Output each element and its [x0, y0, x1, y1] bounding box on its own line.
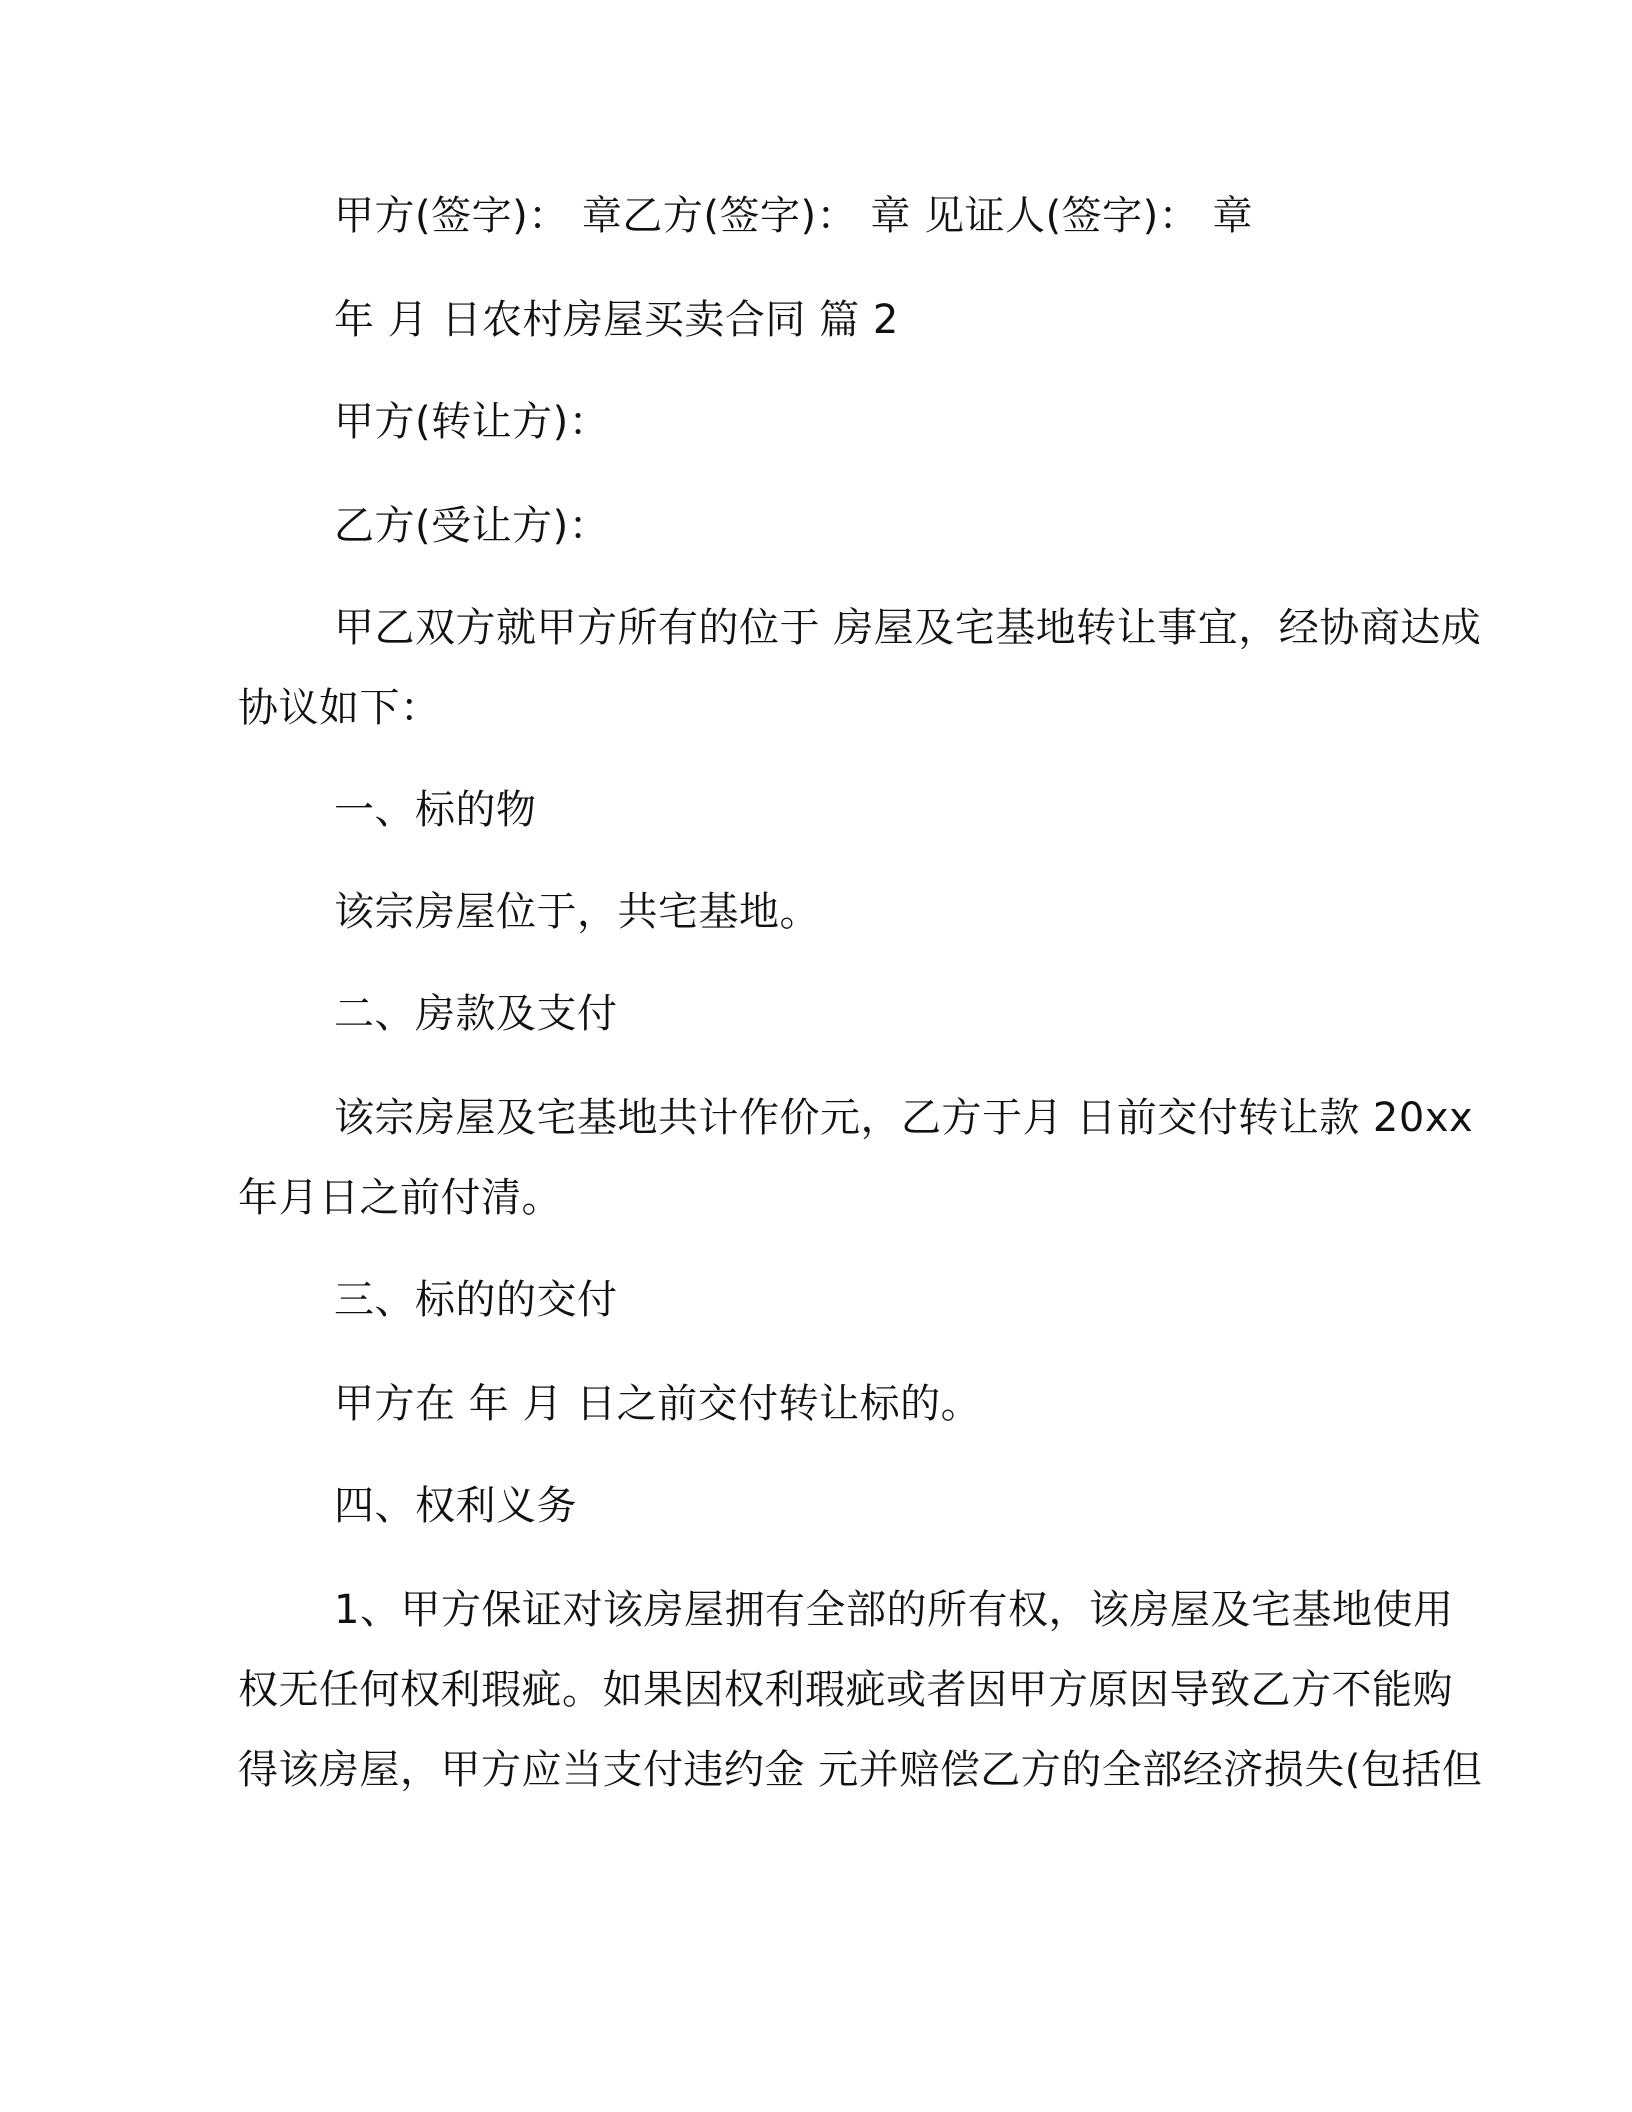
section-text: 该宗房屋位于，共宅基地。 [334, 889, 820, 935]
section-heading: 三、标的的交付 [334, 1277, 618, 1323]
section-text: 该宗房屋及宅基地共计作价元，乙方于月 日前交付转让款 20xx [334, 1095, 1474, 1141]
clause-text: 权无任何权利瑕疵。如果因权利瑕疵或者因甲方原因导致乙方不能购 [238, 1667, 1453, 1713]
date-title-line: 年 月 日农村房屋买卖合同 篇 2 [334, 297, 899, 343]
intro-paragraph-line: 协议如下： [238, 685, 441, 731]
section-text: 甲方在 年 月 日之前交付转让标的。 [334, 1381, 982, 1427]
section-heading: 四、权利义务 [334, 1483, 577, 1529]
section-heading: 一、标的物 [334, 787, 537, 833]
party-b-line: 乙方(受让方)： [334, 503, 610, 549]
clause-text: 1、甲方保证对该房屋拥有全部的所有权，该房屋及宅基地使用 [334, 1587, 1454, 1633]
intro-paragraph-line: 甲乙双方就甲方所有的位于 房屋及宅基地转让事宜，经协商达成 [334, 605, 1482, 651]
signature-line: 甲方(签字)： 章乙方(签字)： 章 见证人(签字)： 章 [334, 193, 1253, 239]
party-a-line: 甲方(转让方)： [334, 399, 610, 445]
clause-text: 得该房屋，甲方应当支付违约金 元并赔偿乙方的全部经济损失(包括但 [238, 1747, 1483, 1793]
section-heading: 二、房款及支付 [334, 991, 618, 1037]
section-text: 年月日之前付清。 [238, 1175, 562, 1221]
